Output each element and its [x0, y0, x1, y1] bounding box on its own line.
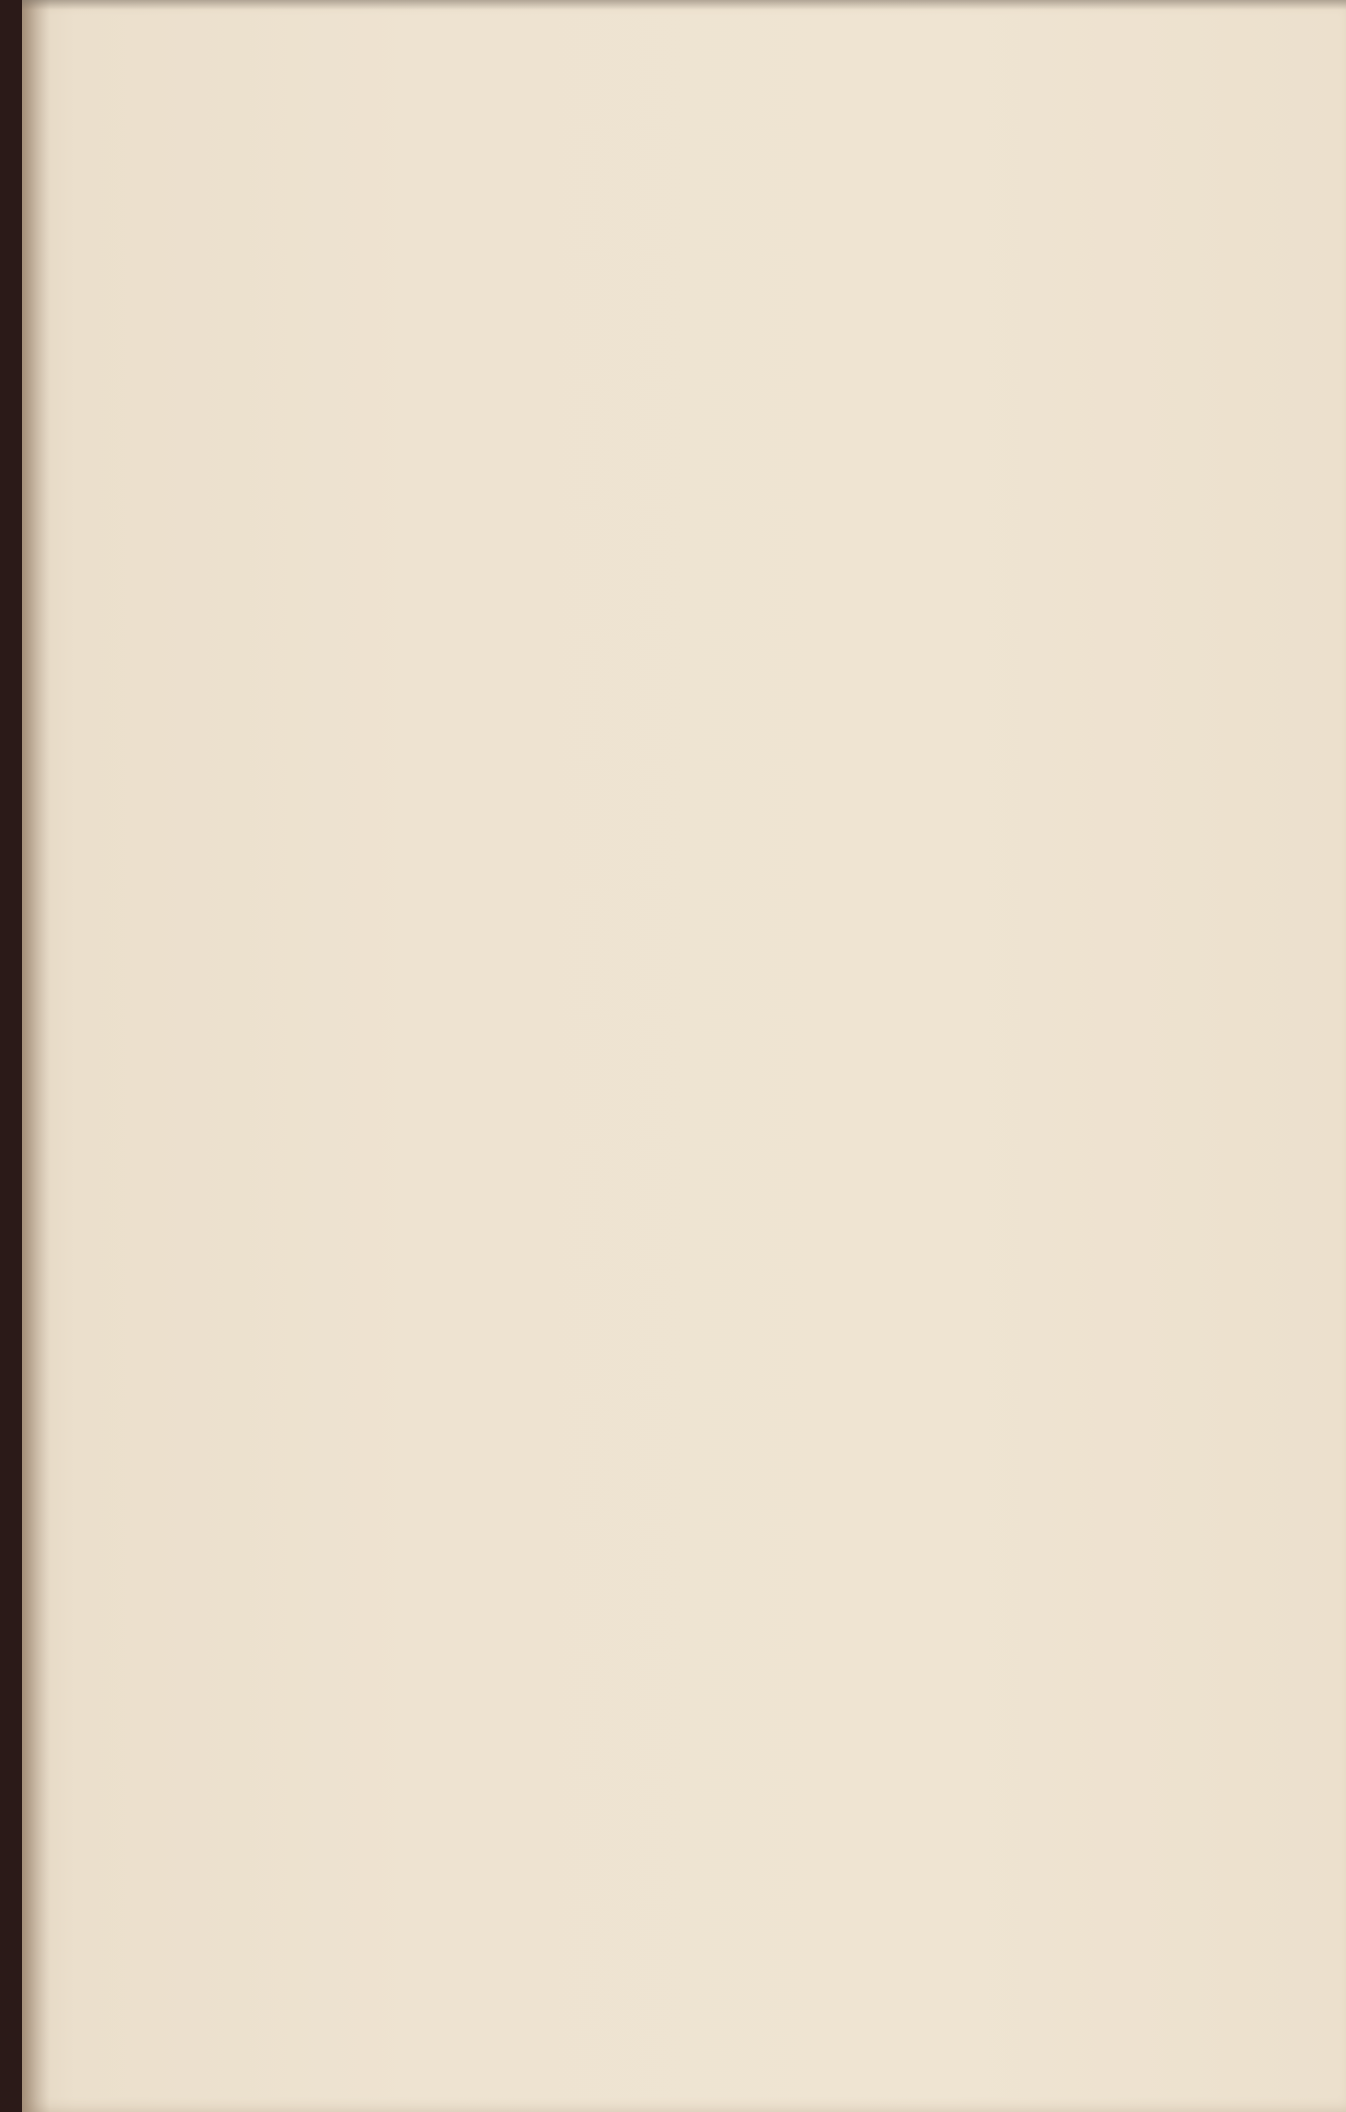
- body-text: [154, 200, 1248, 320]
- book-page: [22, 0, 1346, 2112]
- running-header: [142, 128, 1250, 172]
- top-edge-shadow: [22, 0, 1346, 10]
- binding-shadow: [22, 0, 50, 2112]
- section-heading: [154, 230, 1248, 280]
